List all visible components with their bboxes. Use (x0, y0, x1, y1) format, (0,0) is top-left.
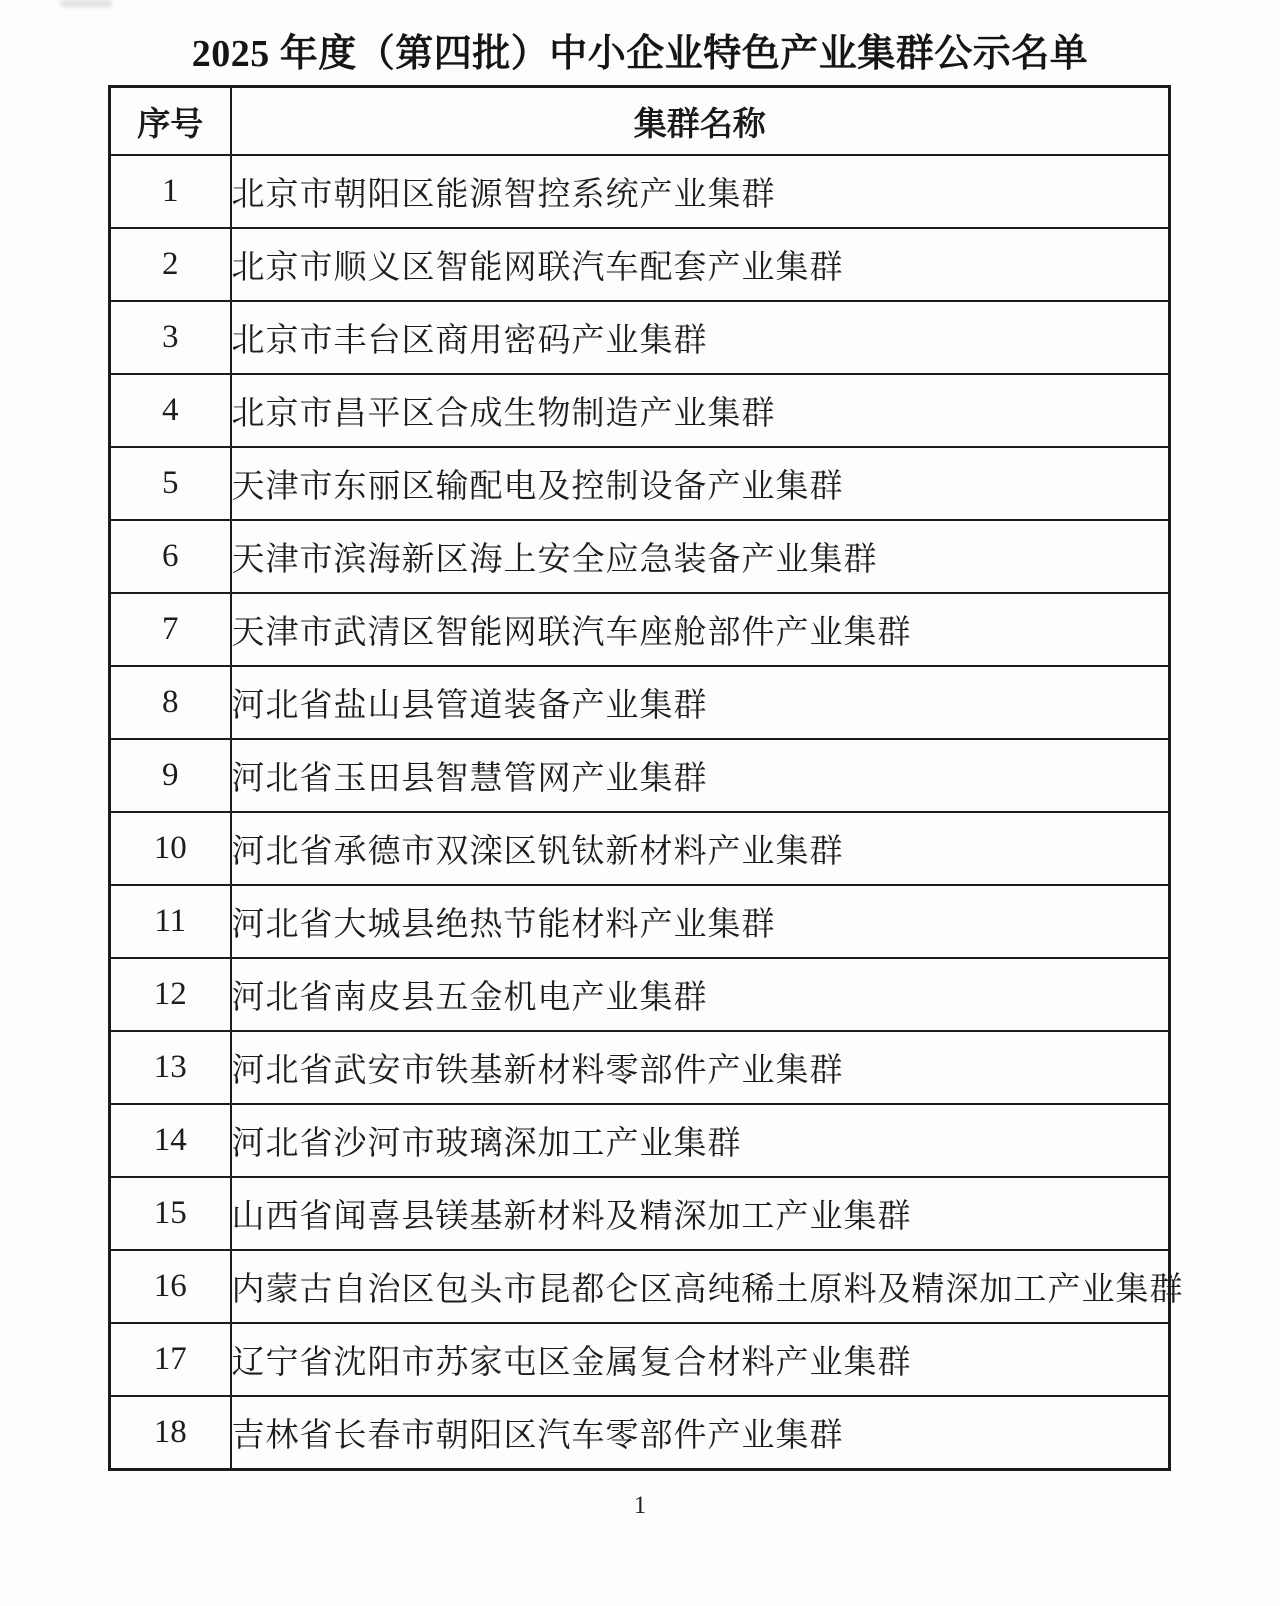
table-row (110, 958, 1170, 1031)
table-header (110, 87, 1170, 156)
table-body (110, 155, 1184, 1470)
table-row (110, 520, 1170, 593)
row-index: 9 (110, 739, 231, 812)
cluster-name: 北京市昌平区合成生物制造产业集群 (231, 374, 1170, 447)
header-row (110, 87, 1170, 156)
row-index: 5 (110, 447, 231, 520)
row-index: 11 (110, 885, 231, 958)
cluster-name: 河北省武安市铁基新材料零部件产业集群 (231, 1031, 1170, 1104)
row-index: 18 (110, 1396, 231, 1470)
table-row (110, 301, 1170, 374)
cluster-name: 北京市顺义区智能网联汽车配套产业集群 (231, 228, 1170, 301)
row-index: 16 (110, 1250, 231, 1323)
row-index: 7 (110, 593, 231, 666)
table-row (110, 374, 1170, 447)
table-row (110, 593, 1170, 666)
row-index: 2 (110, 228, 231, 301)
column-header-index: 序号 (110, 87, 231, 156)
row-index: 4 (110, 374, 231, 447)
table-row (110, 1104, 1170, 1177)
row-index: 13 (110, 1031, 231, 1104)
table-row (110, 885, 1170, 958)
cluster-name: 河北省沙河市玻璃深加工产业集群 (231, 1104, 1170, 1177)
cluster-name: 天津市东丽区输配电及控制设备产业集群 (231, 447, 1170, 520)
cluster-name: 北京市朝阳区能源智控系统产业集群 (231, 155, 1170, 228)
column-header-name: 集群名称 (231, 87, 1170, 156)
row-index: 14 (110, 1104, 231, 1177)
row-index: 12 (110, 958, 231, 1031)
cluster-name: 山西省闻喜县镁基新材料及精深加工产业集群 (231, 1177, 1170, 1250)
cluster-name: 河北省南皮县五金机电产业集群 (231, 958, 1170, 1031)
cluster-name: 河北省承德市双滦区钒钛新材料产业集群 (231, 812, 1170, 885)
table-row (110, 1031, 1170, 1104)
table-row (110, 1323, 1170, 1396)
cluster-name: 河北省大城县绝热节能材料产业集群 (231, 885, 1170, 958)
table-row (110, 228, 1170, 301)
table-row (110, 1177, 1170, 1250)
cluster-name: 天津市武清区智能网联汽车座舱部件产业集群 (231, 593, 1170, 666)
table-row (110, 447, 1170, 520)
table-row (110, 1396, 1170, 1470)
row-index: 1 (110, 155, 231, 228)
row-index: 6 (110, 520, 231, 593)
table-row (110, 812, 1170, 885)
table-row (110, 1250, 1170, 1323)
cluster-name: 内蒙古自治区包头市昆都仑区高纯稀土原料及精深加工产业集群 (231, 1250, 1170, 1323)
row-index: 3 (110, 301, 231, 374)
cluster-name: 辽宁省沈阳市苏家屯区金属复合材料产业集群 (231, 1323, 1170, 1396)
table-row (110, 739, 1170, 812)
table-row (110, 155, 1170, 228)
page-number: 1 (633, 1492, 647, 1519)
row-index: 15 (110, 1177, 231, 1250)
cluster-name: 吉林省长春市朝阳区汽车零部件产业集群 (231, 1396, 1170, 1470)
cluster-name: 河北省盐山县管道装备产业集群 (231, 666, 1170, 739)
scan-smudge-artifact (60, 0, 112, 7)
cluster-name: 天津市滨海新区海上安全应急装备产业集群 (231, 520, 1170, 593)
page-title: 2025 年度（第四批）中小企业特色产业集群公示名单 (191, 33, 1089, 75)
table-row (110, 666, 1170, 739)
cluster-name: 北京市丰台区商用密码产业集群 (231, 301, 1170, 374)
row-index: 8 (110, 666, 231, 739)
cluster-roster-table (108, 85, 1184, 1471)
row-index: 10 (110, 812, 231, 885)
cluster-name: 河北省玉田县智慧管网产业集群 (231, 739, 1170, 812)
row-index: 17 (110, 1323, 231, 1396)
